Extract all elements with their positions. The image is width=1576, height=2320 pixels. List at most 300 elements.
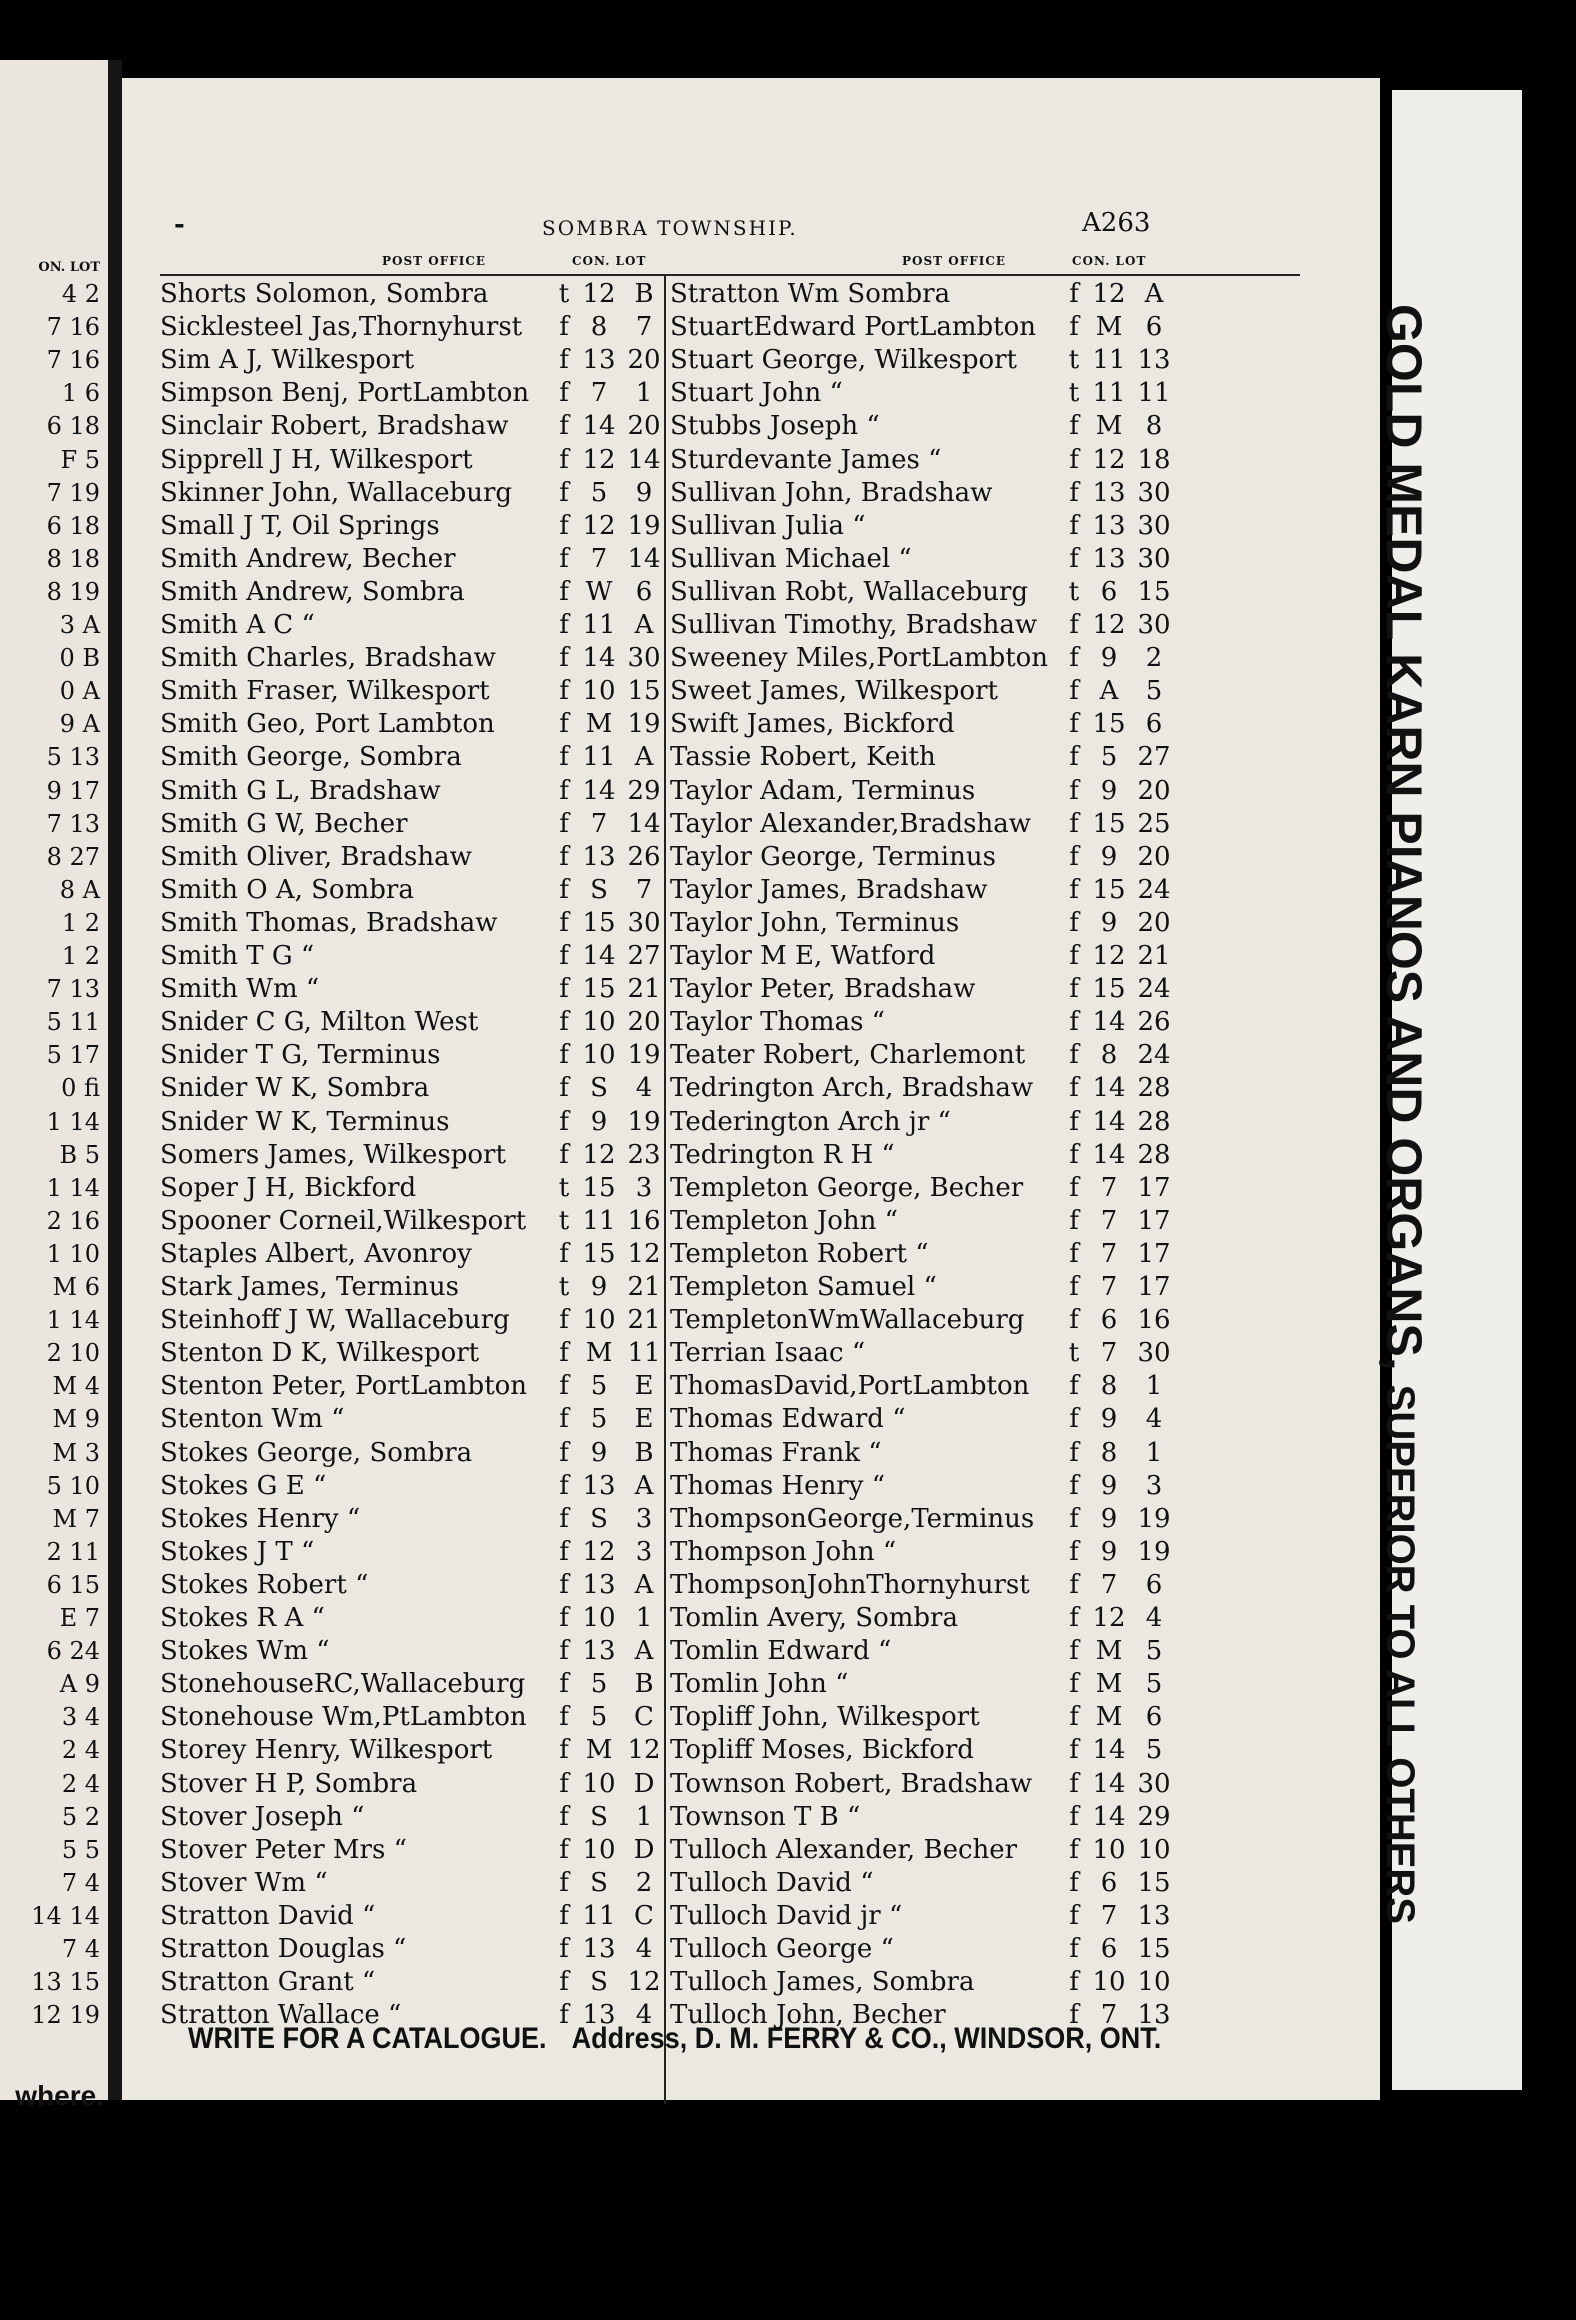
entry-lot: 4 — [635, 1073, 653, 1104]
entry-name: Terrian Isaac “ — [670, 1338, 866, 1369]
directory-entry — [670, 1734, 1176, 1767]
directory-entry — [160, 874, 666, 907]
entry-tenure: f — [559, 1735, 569, 1766]
entry-lot: 23 — [627, 1139, 661, 1170]
entry-name: Thompson John “ — [670, 1536, 897, 1567]
prev-page-row: 5 5 — [61, 1835, 100, 1864]
entry-name: Simpson Benj, PortLambton — [160, 378, 530, 409]
entry-lot: B — [634, 279, 654, 309]
entry-tenure: f — [1069, 510, 1079, 541]
directory-entry — [670, 841, 1176, 874]
directory-entry — [670, 576, 1176, 609]
footer-advertisement — [188, 2022, 1161, 2056]
entry-concession: 5 — [590, 1669, 608, 1700]
entry-name: Stratton Wm Sombra — [670, 279, 951, 309]
entry-tenure: f — [559, 643, 569, 674]
directory-entry — [160, 1437, 666, 1470]
entry-name: Snider W K, Terminus — [160, 1106, 450, 1137]
prev-page-row: A 9 — [59, 1670, 100, 1699]
entry-concession: 9 — [590, 1437, 608, 1468]
entry-concession: 7 — [1100, 2000, 1118, 2031]
prev-page-row: M 3 — [52, 1438, 100, 1467]
prev-page-row: 5 17 — [46, 1041, 100, 1070]
entry-tenure: f — [1069, 610, 1079, 640]
directory-entry — [160, 1900, 666, 1933]
entry-name: Snider T G, Terminus — [160, 1040, 441, 1071]
directory-entry — [160, 377, 666, 410]
entry-lot: 21 — [627, 1305, 661, 1336]
directory-entry — [160, 1205, 666, 1238]
entry-lot: 19 — [1137, 1536, 1171, 1567]
entry-lot: 14 — [627, 444, 661, 475]
directory-entry — [670, 1503, 1176, 1536]
directory-entry — [670, 874, 1176, 907]
entry-tenure: f — [559, 1768, 569, 1799]
directory-entry — [670, 741, 1176, 774]
prev-page-row: 2 10 — [46, 1339, 100, 1368]
entry-lot: 7 — [635, 874, 653, 905]
entry-concession: 8 — [590, 312, 608, 343]
entry-name: Sweet James, Wilkesport — [670, 676, 998, 707]
prev-page-row: F 5 — [60, 445, 100, 474]
entry-concession: 11 — [582, 1900, 616, 1931]
entry-tenure: f — [1069, 1967, 1079, 1998]
entry-tenure: f — [559, 1404, 569, 1435]
entry-concession: 15 — [582, 1172, 616, 1203]
entry-concession: 9 — [1100, 643, 1118, 674]
directory-entry — [670, 1039, 1176, 1072]
entry-concession: 13 — [582, 841, 616, 872]
entry-lot: 5 — [1145, 1636, 1163, 1667]
entry-concession: 10 — [582, 1768, 616, 1799]
directory-entry — [160, 1503, 666, 1536]
directory-entry — [160, 1569, 666, 1602]
entry-name: Tedrington Arch, Bradshaw — [670, 1073, 1034, 1104]
directory-entry — [160, 675, 666, 708]
directory-entry — [670, 1072, 1176, 1105]
entry-name: Skinner John, Wallaceburg — [160, 477, 513, 508]
entry-lot: 3 — [635, 1536, 653, 1567]
entry-lot: 19 — [627, 1040, 661, 1071]
entry-concession: 9 — [1100, 1470, 1118, 1501]
entry-name: Smith A C “ — [160, 610, 315, 640]
directory-entry — [670, 344, 1176, 377]
entry-name: Templeton John “ — [670, 1205, 898, 1236]
directory-entry — [670, 1437, 1176, 1470]
entry-tenure: f — [1069, 1503, 1079, 1534]
prev-page-row: 0 A — [59, 677, 100, 706]
entry-name: Stover Joseph “ — [160, 1801, 365, 1832]
entry-lot: 19 — [627, 510, 661, 541]
entry-name: Taylor George, Terminus — [670, 841, 996, 872]
entry-concession: 11 — [1092, 345, 1126, 376]
prev-page-row: 8 A — [59, 875, 100, 904]
directory-entry — [160, 1370, 666, 1403]
entry-lot: E — [634, 1371, 654, 1402]
entry-concession: 11 — [582, 1205, 616, 1236]
entry-name: Stratton David “ — [160, 1900, 376, 1931]
entry-tenure: f — [559, 907, 569, 938]
entry-tenure: f — [1069, 411, 1079, 442]
entry-concession: 6 — [1100, 1934, 1118, 1964]
entry-name: Taylor Alexander,Bradshaw — [670, 808, 1031, 839]
entry-concession: 10 — [582, 676, 616, 707]
directory-entry — [160, 841, 666, 874]
entry-name: Stenton Peter, PortLambton — [160, 1371, 528, 1402]
entry-name: Smith Oliver, Bradshaw — [160, 841, 472, 872]
entry-tenure: f — [559, 576, 569, 607]
entry-concession: 5 — [590, 1702, 608, 1733]
entry-lot: 5 — [1145, 1735, 1163, 1766]
directory-entry — [670, 1470, 1176, 1503]
entry-concession: M — [585, 1338, 613, 1369]
directory-entry — [670, 278, 1176, 311]
prev-page-row: 5 13 — [46, 743, 100, 772]
entry-lot: 15 — [1137, 576, 1171, 607]
directory-entry — [670, 410, 1176, 443]
entry-name: ThompsonJohnThornyhurst — [670, 1569, 1030, 1600]
entry-name: Smith Fraser, Wilkesport — [160, 676, 490, 707]
entry-tenure: f — [559, 941, 569, 971]
prev-page-row: 1 2 — [61, 942, 100, 970]
entry-tenure: f — [1069, 841, 1079, 872]
entry-tenure: f — [1069, 1669, 1079, 1700]
entry-lot: 17 — [1137, 1172, 1171, 1203]
entry-concession: 10 — [1092, 1967, 1126, 1998]
prev-page-row: 1 2 — [61, 908, 100, 937]
entry-name: Topliff John, Wilkesport — [670, 1702, 980, 1733]
entry-tenure: f — [559, 1238, 569, 1269]
entry-name: Templeton Robert “ — [670, 1238, 929, 1269]
entry-concession: 8 — [1100, 1371, 1118, 1402]
prev-page-row: M 4 — [52, 1372, 100, 1401]
entry-concession: 12 — [582, 1536, 616, 1567]
entry-concession: 10 — [582, 1007, 616, 1038]
entry-lot: 13 — [1137, 345, 1171, 376]
entry-lot: 30 — [627, 643, 661, 674]
entry-name: Stokes J T “ — [160, 1536, 315, 1567]
entry-lot: 10 — [1137, 1967, 1171, 1998]
entry-lot: D — [633, 1834, 655, 1865]
entry-name: Smith George, Sombra — [160, 742, 462, 773]
prev-page-row: 5 10 — [46, 1471, 100, 1500]
entry-lot: 30 — [627, 907, 661, 938]
entry-lot: 15 — [1137, 1867, 1171, 1898]
entry-name: Tedrington R H “ — [670, 1139, 895, 1170]
entry-lot: 1 — [635, 378, 653, 409]
entry-lot: 6 — [635, 576, 653, 607]
entry-tenure: f — [1069, 279, 1079, 309]
entry-tenure: t — [1068, 1338, 1080, 1369]
entry-concession: 10 — [582, 1305, 616, 1336]
entry-tenure: f — [559, 1139, 569, 1170]
directory-entry — [160, 609, 666, 642]
entry-concession: 11 — [582, 610, 616, 640]
entry-name: Smith Andrew, Sombra — [160, 576, 465, 607]
entry-name: Tulloch Alexander, Becher — [670, 1834, 1018, 1865]
directory-entry — [670, 973, 1176, 1006]
directory-entry — [160, 1933, 666, 1966]
entry-lot: 19 — [627, 1106, 661, 1137]
entry-name: Templeton George, Becher — [670, 1172, 1024, 1203]
entry-concession: 9 — [1100, 907, 1118, 938]
entry-concession: 12 — [1092, 1603, 1126, 1633]
directory-entry — [670, 1668, 1176, 1701]
entry-concession: 11 — [582, 742, 616, 773]
entry-lot: 1 — [635, 1603, 653, 1633]
directory-entry — [160, 1801, 666, 1834]
entry-tenure: f — [559, 1636, 569, 1667]
entry-tenure: f — [559, 742, 569, 773]
entry-lot: 27 — [1137, 742, 1171, 773]
entry-lot: A — [634, 1636, 654, 1667]
entry-name: Spooner Corneil,Wilkesport — [160, 1205, 527, 1236]
entry-concession: 10 — [582, 1040, 616, 1071]
entry-name: Sturdevante James “ — [670, 444, 942, 475]
entry-lot: 24 — [1137, 1040, 1171, 1071]
entry-concession: 14 — [582, 411, 616, 442]
entry-lot: 6 — [1145, 312, 1163, 343]
left-con-lot-header: CON. LOT — [572, 254, 647, 268]
entry-lot: 6 — [1145, 1569, 1163, 1600]
entry-lot: 28 — [1137, 1106, 1171, 1137]
entry-concession: 13 — [582, 345, 616, 376]
entry-lot: 28 — [1137, 1073, 1171, 1104]
header-mark: - — [174, 210, 185, 240]
entry-lot: 19 — [627, 709, 661, 740]
entry-concession: 14 — [1092, 1007, 1126, 1038]
prev-page-row: 1 14 — [46, 1306, 100, 1335]
entry-concession: A — [1099, 676, 1119, 707]
entry-concession: 10 — [582, 1834, 616, 1865]
entry-concession: 5 — [590, 477, 608, 508]
directory-entry — [670, 1139, 1176, 1172]
entry-name: Thomas Edward “ — [670, 1404, 906, 1435]
prev-page-row: 7 13 — [46, 975, 100, 1004]
prev-page-row: 0 B — [59, 644, 100, 673]
prev-page-row: 0 fi — [61, 1074, 100, 1103]
entry-lot: 17 — [1137, 1205, 1171, 1236]
entry-name: Tulloch David “ — [670, 1867, 874, 1898]
entry-lot: 20 — [627, 411, 661, 442]
entry-tenure: f — [559, 1007, 569, 1038]
entry-tenure: t — [1068, 345, 1080, 376]
entry-concession: S — [590, 874, 608, 905]
entry-concession: 15 — [1092, 974, 1126, 1005]
directory-entry — [160, 1139, 666, 1172]
entry-tenure: f — [1069, 941, 1079, 971]
entry-name: Tulloch James, Sombra — [670, 1967, 975, 1998]
entry-name: Sim A J, Wilkesport — [160, 345, 415, 376]
prev-page-row: 14 14 — [31, 1901, 100, 1930]
entry-tenure: f — [559, 1305, 569, 1336]
entry-lot: 6 — [1145, 1702, 1163, 1733]
directory-entry — [160, 576, 666, 609]
entry-tenure: f — [1069, 1900, 1079, 1931]
entry-lot: D — [633, 1768, 655, 1799]
entry-name: Stuart John “ — [670, 378, 843, 409]
entry-lot: 14 — [627, 543, 661, 574]
entry-lot: 4 — [1145, 1603, 1163, 1633]
entry-lot: 20 — [1137, 775, 1171, 806]
directory-entry — [670, 675, 1176, 708]
directory-entry — [670, 444, 1176, 477]
entry-concession: 7 — [1100, 1569, 1118, 1600]
directory-entry — [670, 1370, 1176, 1403]
directory-entry — [670, 1304, 1176, 1337]
directory-entry — [160, 708, 666, 741]
entry-name: Tulloch David jr “ — [670, 1900, 903, 1931]
entry-concession: 14 — [1092, 1073, 1126, 1104]
entry-lot: 12 — [627, 1967, 661, 1998]
directory-entry — [160, 1602, 666, 1635]
directory-entry — [670, 1238, 1176, 1271]
entry-name: Teater Robert, Charlemont — [670, 1040, 1026, 1071]
entry-name: Snider W K, Sombra — [160, 1073, 430, 1104]
entry-tenure: t — [558, 279, 570, 309]
directory-entry — [670, 907, 1176, 940]
entry-concession: 7 — [1100, 1900, 1118, 1931]
entry-tenure: f — [559, 1106, 569, 1137]
header-rule — [160, 274, 1300, 276]
directory-entry — [670, 1337, 1176, 1370]
entry-tenure: f — [1069, 907, 1079, 938]
entry-tenure: f — [1069, 808, 1079, 839]
page-header — [122, 208, 1302, 244]
entry-tenure: f — [559, 676, 569, 707]
entry-tenure: f — [559, 510, 569, 541]
entry-name: Stuart George, Wilkesport — [670, 345, 1018, 376]
entry-lot: 30 — [1137, 610, 1171, 640]
entry-tenure: t — [558, 1272, 570, 1302]
prev-page-row: 7 19 — [46, 478, 100, 507]
entry-lot: 1 — [635, 1801, 653, 1832]
entry-tenure: f — [1069, 643, 1079, 674]
entry-tenure: f — [1069, 477, 1079, 508]
entry-tenure: f — [1069, 1636, 1079, 1667]
prev-page-row: 8 19 — [46, 577, 100, 606]
entry-name: Taylor Adam, Terminus — [670, 775, 976, 806]
entry-concession: M — [1095, 312, 1123, 343]
directory-entry — [670, 1205, 1176, 1238]
entry-lot: 11 — [627, 1338, 661, 1369]
directory-entry — [670, 1569, 1176, 1602]
entry-tenure: f — [559, 1934, 569, 1964]
directory-entry — [670, 1602, 1176, 1635]
entry-tenure: f — [559, 1536, 569, 1567]
entry-name: Taylor Peter, Bradshaw — [670, 974, 976, 1005]
entry-name: Stokes G E “ — [160, 1470, 327, 1501]
entry-name: Stratton Grant “ — [160, 1967, 376, 1998]
left-post-office-header: POST OFFICE — [382, 254, 487, 268]
entry-lot: 28 — [1137, 1139, 1171, 1170]
prev-page-row: 13 15 — [31, 1968, 100, 1997]
entry-lot: 30 — [1137, 510, 1171, 541]
entry-lot: 20 — [1137, 907, 1171, 938]
entry-lot: 15 — [1137, 1934, 1171, 1964]
entry-concession: 7 — [590, 808, 608, 839]
entry-concession: 5 — [590, 1371, 608, 1402]
entry-name: Sullivan Timothy, Bradshaw — [670, 610, 1038, 640]
right-post-office-header: POST OFFICE — [902, 254, 1007, 268]
entry-name: Snider C G, Milton West — [160, 1007, 479, 1038]
prev-page-row: 9 17 — [46, 776, 100, 805]
entry-lot: 14 — [627, 808, 661, 839]
entry-lot: 6 — [1145, 709, 1163, 740]
prev-page-row: B 5 — [59, 1140, 100, 1169]
entry-lot: 1 — [1145, 1371, 1163, 1402]
directory-entry — [670, 1867, 1176, 1900]
entry-lot: 9 — [635, 477, 653, 508]
entry-tenure: f — [1069, 1272, 1079, 1302]
entry-lot: 21 — [627, 974, 661, 1005]
entry-concession: 9 — [590, 1106, 608, 1137]
prev-page-row: 1 10 — [46, 1239, 100, 1268]
entry-lot: 5 — [1145, 1669, 1163, 1700]
entry-tenure: f — [1069, 1371, 1079, 1402]
directory-entry — [160, 1072, 666, 1105]
entry-tenure: f — [559, 1338, 569, 1369]
entry-lot: 16 — [1137, 1305, 1171, 1336]
entry-name: Stover H P, Sombra — [160, 1768, 418, 1799]
directory-entry — [160, 1966, 666, 1999]
vertical-ad-main: GOLD MEDAL KARN PIANOS AND ORGANS, — [1376, 304, 1432, 1371]
entry-name: Stenton D K, Wilkesport — [160, 1338, 480, 1369]
directory-entry — [670, 808, 1176, 841]
directory-entry — [160, 1304, 666, 1337]
entry-tenure: f — [559, 1867, 569, 1898]
entry-name: Sullivan Julia “ — [670, 510, 866, 541]
entry-tenure: f — [559, 378, 569, 409]
entry-lot: 20 — [627, 1007, 661, 1038]
entry-concession: M — [585, 709, 613, 740]
entry-tenure: f — [1069, 775, 1079, 806]
entry-name: Sinclair Robert, Bradshaw — [160, 411, 509, 442]
entry-tenure: f — [1069, 1702, 1079, 1733]
directory-entry — [670, 477, 1176, 510]
entry-concession: 8 — [1100, 1040, 1118, 1071]
entry-name: Taylor James, Bradshaw — [670, 874, 988, 905]
entry-tenure: f — [1069, 974, 1079, 1005]
entry-lot: 20 — [627, 345, 661, 376]
entry-concession: M — [1095, 1636, 1123, 1667]
entry-concession: 13 — [1092, 477, 1126, 508]
entry-concession: 12 — [1092, 610, 1126, 640]
directory-entry — [160, 1668, 666, 1701]
entry-lot: 20 — [1137, 841, 1171, 872]
directory-entry — [160, 1039, 666, 1072]
entry-tenure: f — [559, 345, 569, 376]
entry-tenure: f — [1069, 543, 1079, 574]
entry-tenure: f — [559, 1503, 569, 1534]
right-con-lot-header: CON. LOT — [1072, 254, 1147, 268]
entry-name: Shorts Solomon, Sombra — [160, 279, 489, 309]
entry-name: Smith G L, Bradshaw — [160, 775, 441, 806]
directory-entry — [160, 1403, 666, 1436]
entry-tenure: f — [559, 1569, 569, 1600]
entry-concession: M — [1095, 1669, 1123, 1700]
directory-entry — [670, 1801, 1176, 1834]
entry-tenure: f — [1069, 1106, 1079, 1137]
entry-tenure: f — [559, 775, 569, 806]
directory-entry — [160, 1106, 666, 1139]
entry-tenure: f — [1069, 1536, 1079, 1567]
entry-name: ThompsonGeorge,Terminus — [670, 1503, 1035, 1534]
entry-name: Stokes Wm “ — [160, 1636, 330, 1667]
directory-entry — [160, 1271, 666, 1304]
entry-name: Taylor M E, Watford — [670, 941, 936, 971]
entry-concession: S — [590, 1073, 608, 1104]
